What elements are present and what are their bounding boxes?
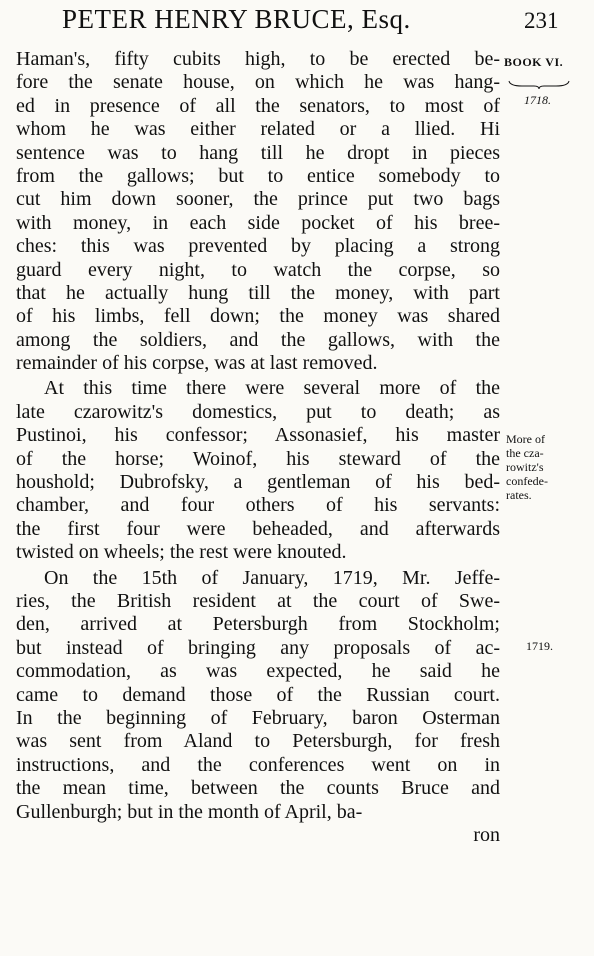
text-line: houshold; Dubrofsky, a gentleman of his bed- xyxy=(16,471,500,494)
text-line: of his limbs, fell down; the money was shared xyxy=(16,305,500,328)
body-text xyxy=(16,48,500,847)
side-note-line: rowitz's xyxy=(506,460,544,474)
side-note-line: confede- xyxy=(506,474,548,488)
text-line: that he actually hung till the money, with part xyxy=(16,281,500,304)
text-line: On the 15th of January, 1719, Mr. Jeffe- xyxy=(44,566,500,589)
brace-icon xyxy=(508,80,570,90)
text-line: guard every night, to watch the corpse, so xyxy=(16,258,500,281)
text-line: commodation, as was expected, he said he xyxy=(16,660,500,683)
text-line: instructions, and the conferences went on in xyxy=(16,753,500,776)
text-line: chamber, and four others of his servants: xyxy=(16,494,500,517)
text-line: from the gallows; but to entice somebody to xyxy=(16,164,500,187)
text-line: the first four were beheaded, and afterwards xyxy=(16,517,500,540)
text-line: was sent from Aland to Petersburgh, for fresh xyxy=(16,730,500,753)
text-line: fore the senate house, on which he was hang- xyxy=(16,71,500,94)
text-line: but instead of bringing any proposals of ac- xyxy=(16,636,500,659)
margin-year-1719: 1719. xyxy=(526,639,553,653)
text-line: Gullenburgh; but in the month of April, ba- xyxy=(16,800,363,823)
page-number: 231 xyxy=(524,8,559,33)
text-line: Pustinoi, his confessor; Assonasief, his master xyxy=(16,424,500,447)
text-line: At this time there were several more of the xyxy=(44,377,500,400)
text-line: In the beginning of February, baron Osterman xyxy=(16,706,500,729)
text-line: sentence was to hang till he dropt in pieces xyxy=(16,141,500,164)
book-marker: BOOK VI. xyxy=(504,55,564,69)
side-note-line: the cza- xyxy=(506,446,544,460)
side-note-line: rates. xyxy=(506,488,532,502)
paragraph xyxy=(16,377,500,564)
text-line: cut him down sooner, the prince put two bags xyxy=(16,188,500,211)
margin-side-note xyxy=(506,432,548,502)
text-line: ches: this was prevented by placing a strong xyxy=(16,235,500,258)
text-line: remainder of his corpse, was at last removed. xyxy=(16,352,378,375)
catchword: ron xyxy=(473,823,500,846)
text-line: late czarowitz's domestics, put to death; as xyxy=(16,400,500,423)
side-note-line: More of xyxy=(506,432,545,446)
paragraph xyxy=(16,567,500,824)
text-line: whom he was either related or a llied. Hi xyxy=(16,118,500,141)
paragraph xyxy=(16,48,500,375)
text-line: den, arrived at Petersburgh from Stockholm; xyxy=(16,613,500,636)
text-line: Haman's, fifty cubits high, to be erected be- xyxy=(16,48,500,70)
text-line: twisted on wheels; the rest were knouted. xyxy=(16,541,347,564)
text-line: ries, the British resident at the court of Swe- xyxy=(16,589,500,612)
text-line: came to demand those of the Russian court. xyxy=(16,683,500,706)
text-line: with money, in each side pocket of his bree- xyxy=(16,211,500,234)
text-line: ed in presence of all the senators, to most of xyxy=(16,94,500,117)
text-line: the mean time, between the counts Bruce and xyxy=(16,777,500,800)
margin-year-1718: 1718. xyxy=(524,93,551,107)
text-line: of the horse; Woinof, his steward of the xyxy=(16,447,500,470)
running-header: PETER HENRY BRUCE, Esq. xyxy=(62,4,411,34)
text-line: among the soldiers, and the gallows, with the xyxy=(16,328,500,351)
